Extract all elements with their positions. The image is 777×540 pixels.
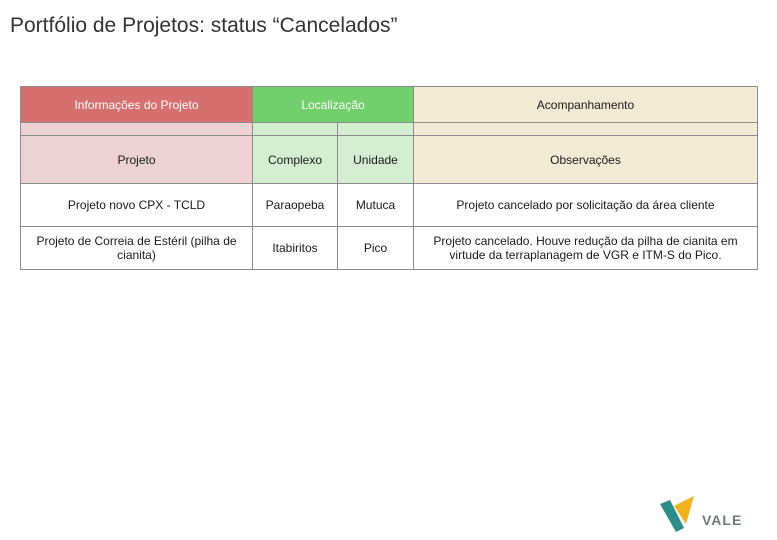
column-header-projeto: Projeto xyxy=(21,136,253,184)
spacer-cell xyxy=(338,123,414,136)
cell-unidade: Pico xyxy=(338,227,414,270)
spacer-cell xyxy=(414,123,758,136)
column-header-unidade: Unidade xyxy=(338,136,414,184)
spacer-row xyxy=(21,123,758,136)
column-header-observacoes: Observações xyxy=(414,136,758,184)
group-header-follow-up: Acompanhamento xyxy=(414,87,758,123)
spacer-cell xyxy=(253,123,338,136)
group-header-project-info: Informações do Projeto xyxy=(21,87,253,123)
column-header-complexo: Complexo xyxy=(253,136,338,184)
cell-unidade: Mutuca xyxy=(338,184,414,227)
projects-table xyxy=(20,86,758,270)
cell-complexo: Itabiritos xyxy=(253,227,338,270)
vale-logo xyxy=(660,494,770,534)
cell-projeto: Projeto de Correia de Estéril (pilha de cianita) xyxy=(21,227,253,270)
spacer-cell xyxy=(21,123,253,136)
cell-projeto: Projeto novo CPX - TCLD xyxy=(21,184,253,227)
group-header-location: Localização xyxy=(253,87,414,123)
cell-complexo: Paraopeba xyxy=(253,184,338,227)
page-title: Portfólio de Projetos: status “Cancelados” xyxy=(10,14,398,37)
cell-observacoes: Projeto cancelado. Houve redução da pilha de cianita em virtude da terraplanagem de VGR e ITM-S do Pico. xyxy=(414,227,758,270)
table-row xyxy=(21,227,758,270)
vale-logo-text: VALE xyxy=(702,512,743,528)
table-row xyxy=(21,184,758,227)
cell-observacoes: Projeto cancelado por solicitação da área cliente xyxy=(414,184,758,227)
group-header-row xyxy=(21,87,758,123)
column-header-row xyxy=(21,136,758,184)
